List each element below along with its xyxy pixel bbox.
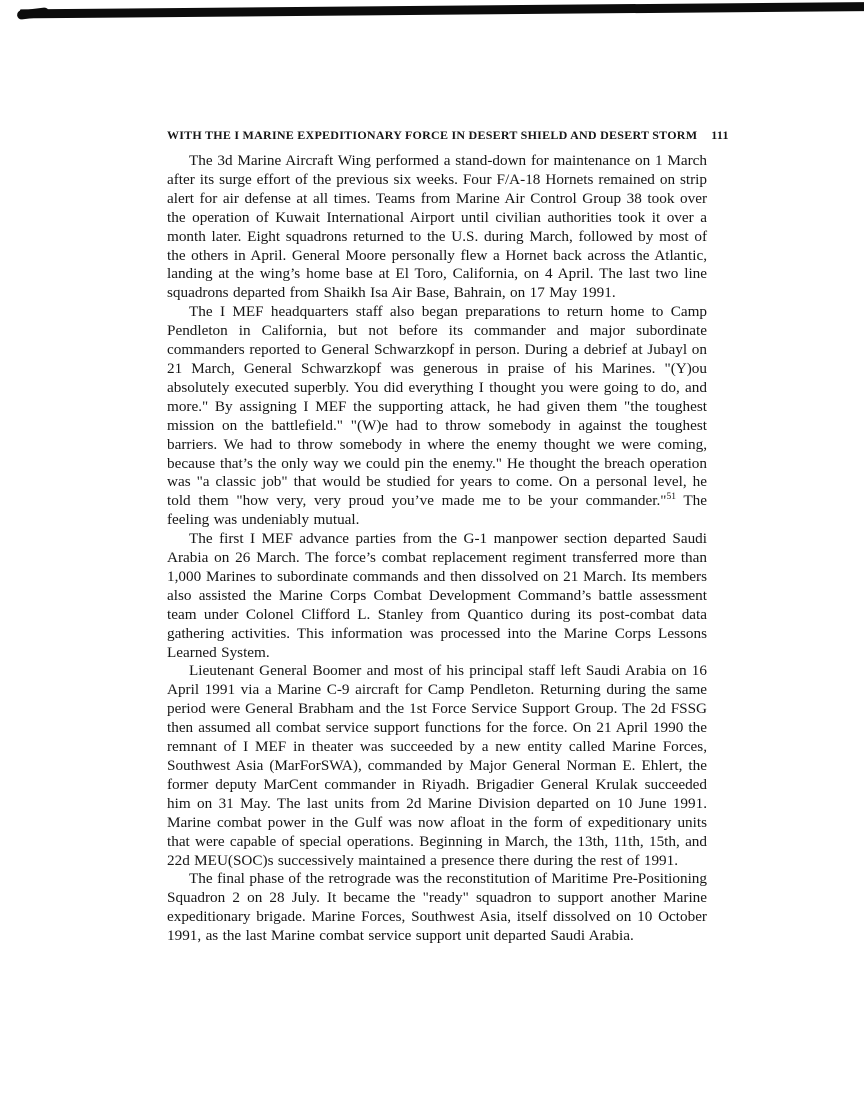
paragraph-2-text-after-note: The feeling was undeniably mutual. (167, 492, 708, 529)
scan-artifact-bar (20, 2, 864, 18)
paragraph-aircraft-wing-standdown: The 3d Marine Aircraft Wing performed a stand-down for maintenance on 1 March after its surge effort of the previous six weeks. Four F/A-18 Hornets remained on strip alert for air defense at all times. Teams from Marine Air Control Group 38 took over the operation of Kuwait International Airport until civilian authorities took it over a month later. Eight squadrons returned to the U.S. during March, followed by most of the others in April. General Moore personally flew a Hornet back across the Atlantic, landing at the wing’s home base at El Toro, California, on 4 April. The last two line squadrons departed from Shaikh Isa Air Base, Bahrain, on 17 May 1991. (167, 152, 707, 302)
page-number: 111 (711, 128, 729, 142)
footnote-reference-51: 51 (666, 492, 676, 503)
running-header (167, 128, 729, 143)
page-text-column (167, 128, 729, 946)
paragraph-2-text: The I MEF headquarters staff also began preparations to return home to Camp Pendleton in California, but not before its commander and major subordinate commanders reported to General Schwarzkopf in person. During a debrief at Jubayl on 21 March, General Schwarzkopf was generous in praise of his Marines. "(Y)ou absolutely executed superbly. You did everything I thought you were going to do, and more." By assigning I MEF the supporting attack, he had given them "the toughest mission on the battlefield." "(W)e had to throw somebody in against the toughest barriers. We had to throw somebody in where the enemy thought we were coming, because that’s the only way we could pin the enemy." He thought the breach operation was "a classic job" that would be studied for years to come. On a personal level, he told them "how very, very proud you’ve made me to be your commander." (167, 303, 707, 510)
paragraph-mef-headquarters-schwarzkopf (167, 303, 707, 530)
running-header-title: WITH THE I MARINE EXPEDITIONARY FORCE IN DESERT SHIELD AND DESERT STORM (167, 128, 698, 142)
paragraph-retrograde-final-phase: The final phase of the retrograde was the reconstitution of Maritime Pre-Positioning Squadron 2 on 28 July. It became the "ready" squadron to support another Marine expeditionary brigade. Marine Forces, Southwest Asia, itself dissolved on 10 October 1991, as the last Marine combat service support unit departed Saudi Arabia. (167, 870, 707, 945)
paragraph-boomer-departure-marforswa: Lieutenant General Boomer and most of his principal staff left Saudi Arabia on 16 April 1991 via a Marine C-9 aircraft for Camp Pendleton. Returning during the same period were General Brabham and the 1st Force Service Support Group. The 2d FSSG then assumed all combat service support functions for the force. On 21 April 1990 the remnant of I MEF in theater was succeeded by a new entity called Marine Forces, Southwest Asia (MarForSWA), commanded by Major General Norman E. Ehlert, the former deputy MarCent commander in Riyadh. Brigadier General Krulak succeeded him on 31 May. The last units from 2d Marine Division departed on 10 June 1991. Marine combat power in the Gulf was now afloat in the form of expeditionary units that were capable of special operations. Beginning in March, the 13th, 11th, 15th, and 22d MEU(SOC)s successively maintained a presence there during the rest of 1991. (167, 662, 707, 869)
paragraph-advance-parties: The first I MEF advance parties from the G-1 manpower section departed Saudi Arabia on 26 March. The force’s combat replacement regiment transferred more than 1,000 Marines to subordinate commands and then dissolved on 21 March. Its members also assisted the Marine Corps Combat Development Command’s battle assessment team under Colonel Clifford L. Stanley from Quantico during its post-combat data gathering activities. This information was processed into the Marine Corps Lessons Learned System. (167, 530, 707, 661)
